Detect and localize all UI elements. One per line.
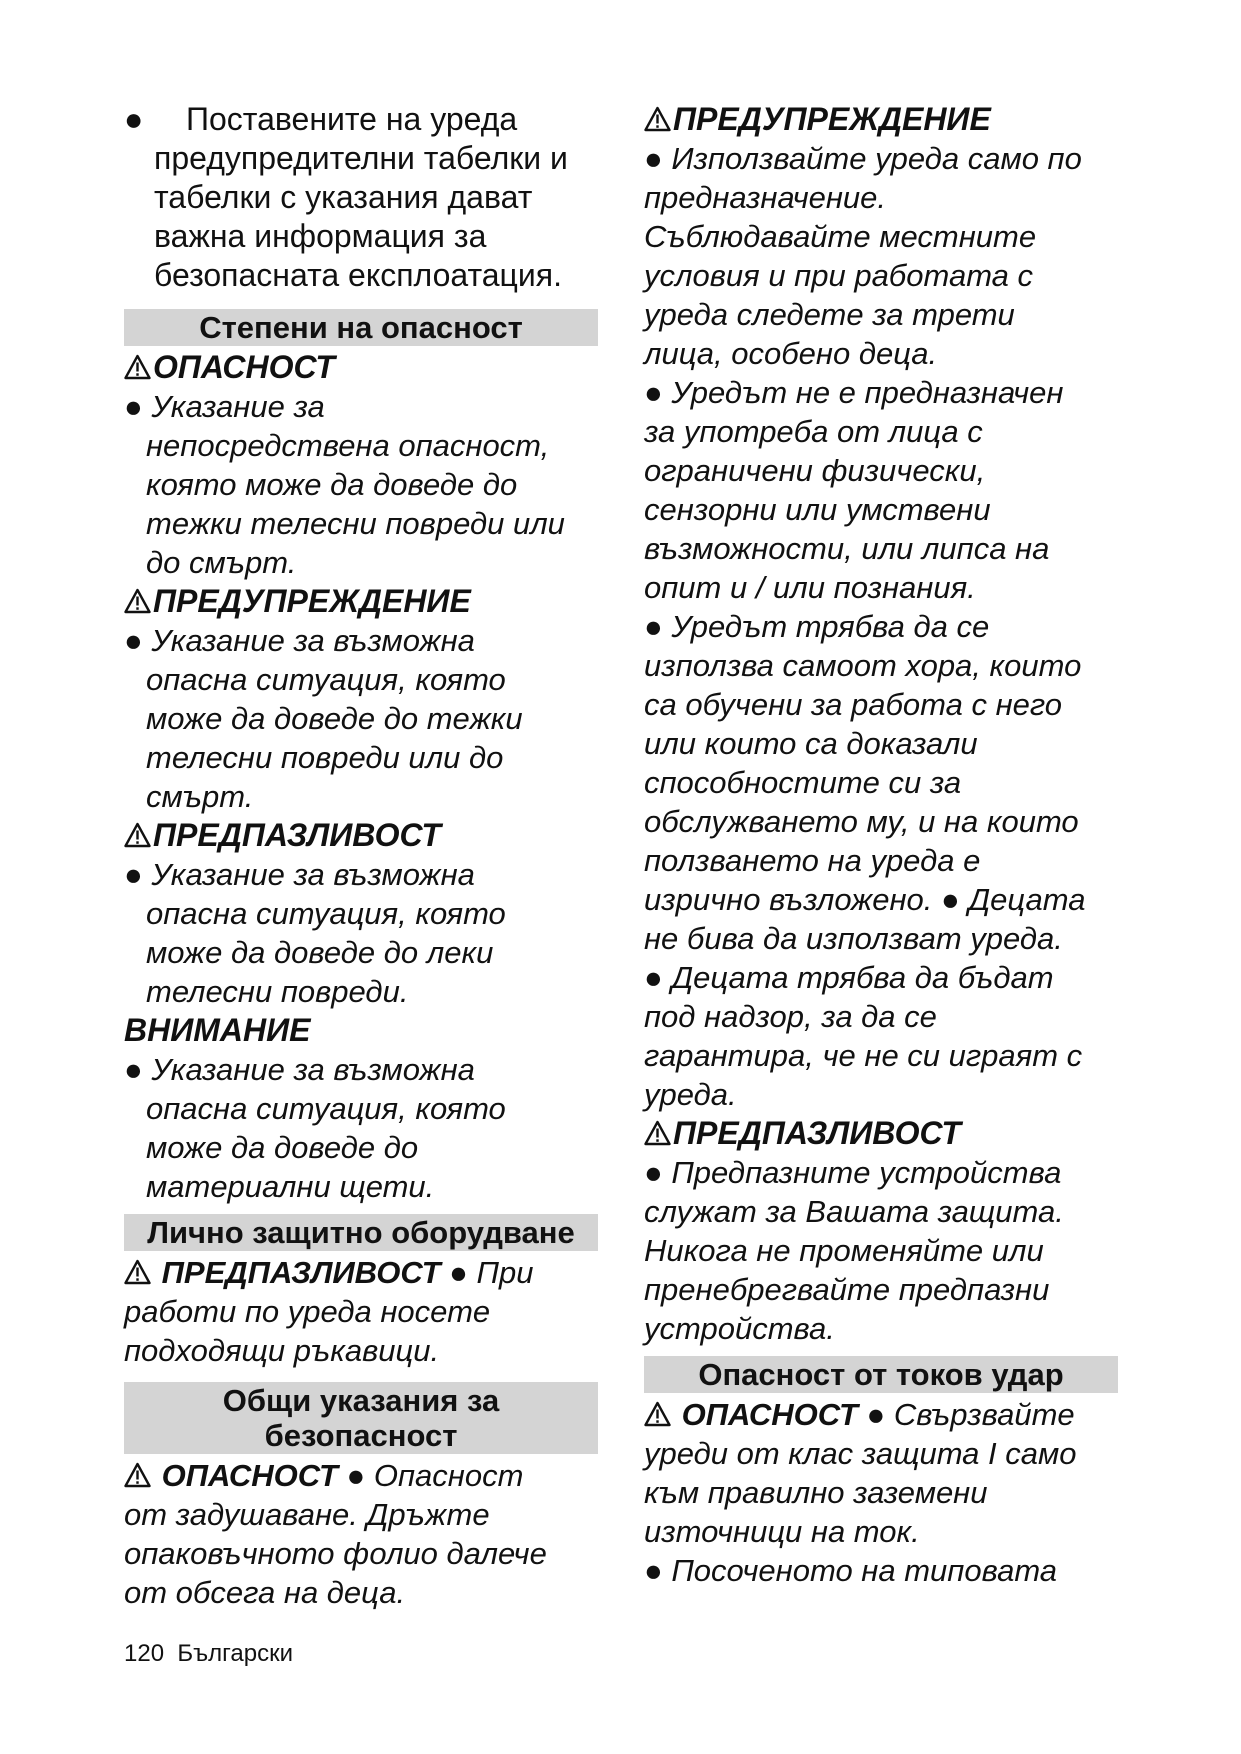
warning-triangle-icon [644, 106, 671, 132]
intro-line: Поставените на уреда [186, 101, 518, 137]
electric-shock-paragraph: ОПАСНОСТ ● Свързвайте уреди от клас защита I само към правилно заземени източници на ток. ● Посоченото на типовата [644, 1397, 1077, 1588]
caution-heading: ПРЕДПАЗЛИВОСТ [644, 1114, 1118, 1153]
warning-triangle-icon [124, 1259, 151, 1285]
footer-language: Български [177, 1640, 293, 1667]
danger-description: ● Указание за непосредствена опасност, която може да доведе до тежки телесни повреди или до смърт. [124, 389, 565, 580]
ppe-paragraph: ПРЕДПАЗЛИВОСТ ● При работи по уреда носете подходящи ръкавици. [124, 1255, 534, 1368]
warning-triangle-icon [124, 1462, 151, 1488]
section-heading-general-safety: Общи указания за безопасност [124, 1382, 598, 1454]
warning-triangle-icon [124, 354, 151, 380]
left-column [124, 100, 598, 1612]
warning-triangle-icon [644, 1120, 671, 1146]
warning-text: ● Използвайте уреда само по предназначение. Съблюдавайте местните условия и при работата с уреда следете за трети лица, особено деца. ● Уредът не е предназначен за употреба от лица с ограничени физически, сензорни или умствени възможности, или липса на опит и / или познания. ● Уредът трябва да се използва самоот хора, които са обучени за работа с него или които са доказали способностите си за обслужването му, и на които ползването на уреда е изрично възложено. ● Децата не бива да използват уреда. ● Децата трябва да бъдат под надзор, за да се гарантира, че не си играят с уреда. [644, 141, 1086, 1112]
intro-line: безопасната експлоатация. [154, 257, 562, 293]
warning-triangle-icon [124, 822, 151, 848]
bullet-icon: ● [124, 101, 144, 137]
caution-text: ● Предпазните устройства служат за Вашата защита. Никога не променяйте или пренебрегвайте предпазни устройства. [644, 1155, 1064, 1346]
section-heading-electric-shock: Опасност от токов удар [644, 1356, 1118, 1393]
caution-description: ● Указание за възможна опасна ситуация, която може да доведе до леки телесни повреди. [124, 857, 506, 1009]
warning-heading: ПРЕДУПРЕЖДЕНИЕ [124, 582, 598, 621]
general-safety-paragraph: ОПАСНОСТ ● Опасност от задушаване. Дръжте опаковъчното фолио далече от обсега на деца. [124, 1458, 547, 1610]
warning-description: ● Указание за възможна опасна ситуация, която може да доведе до тежки телесни повреди или до смърт. [124, 623, 523, 814]
warning-triangle-icon [644, 1401, 671, 1427]
intro-line: табелки с указания дават [154, 179, 533, 215]
page-footer [124, 1640, 293, 1668]
notice-description: ● Указание за възможна опасна ситуация, която може да доведе до материални щети. [124, 1052, 506, 1204]
page-number: 120 [124, 1640, 165, 1667]
intro-paragraph [124, 100, 598, 295]
caution-heading: ПРЕДПАЗЛИВОСТ [124, 816, 598, 855]
danger-heading: ОПАСНОСТ [124, 348, 598, 387]
notice-heading: ВНИМАНИЕ [124, 1012, 311, 1048]
right-column [644, 100, 1118, 1590]
section-heading-danger-levels: Степени на опасност [124, 309, 598, 346]
intro-line: предупредителни табелки и [154, 140, 568, 176]
warning-heading: ПРЕДУПРЕЖДЕНИЕ [644, 100, 1118, 139]
section-heading-ppe: Лично защитно оборудване [124, 1214, 598, 1251]
intro-line: важна информация за [154, 218, 487, 254]
warning-triangle-icon [124, 588, 151, 614]
